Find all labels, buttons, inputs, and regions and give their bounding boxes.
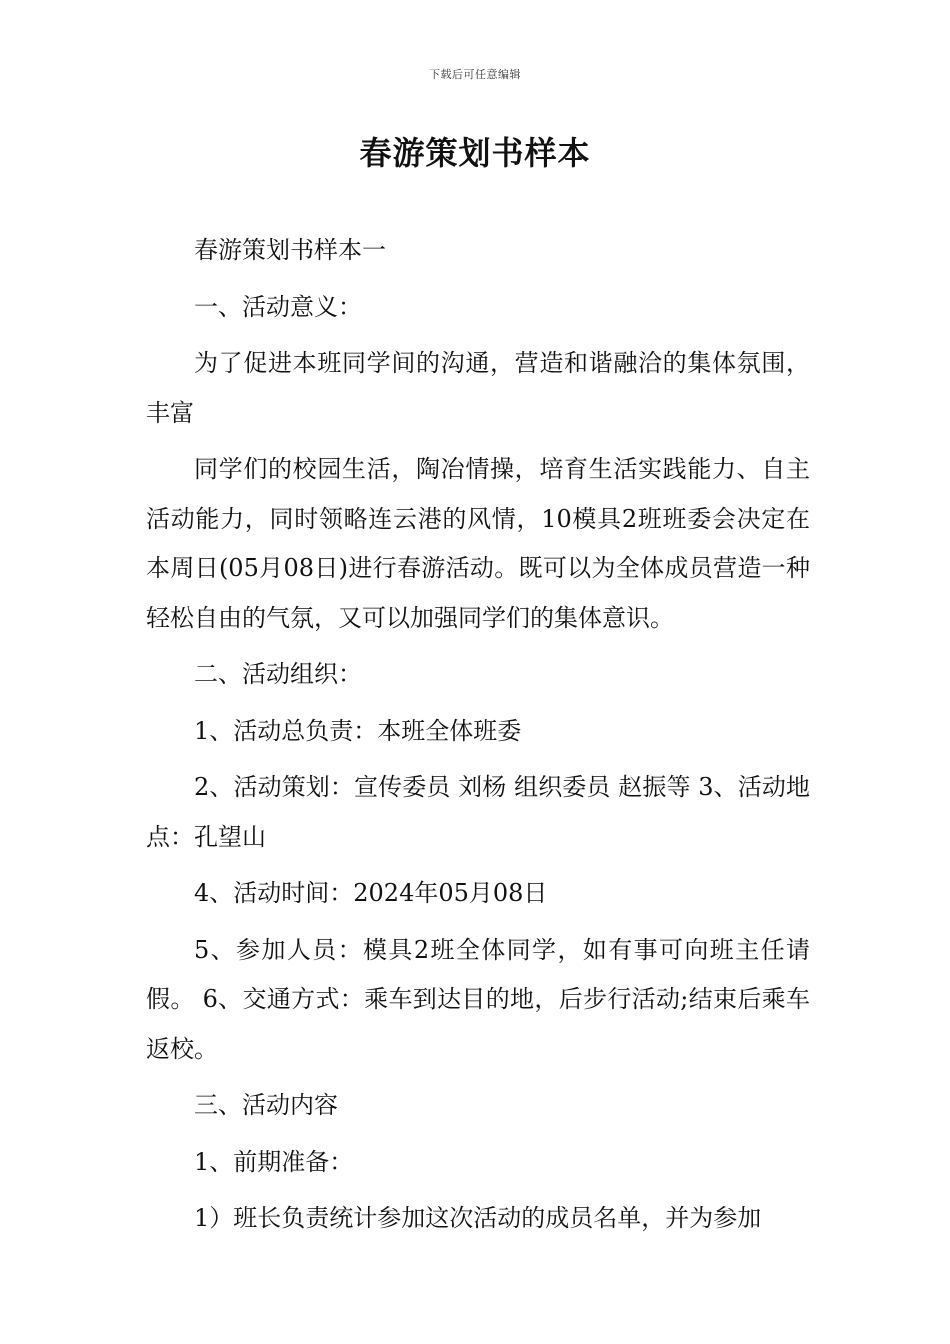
section-subtitle: 春游策划书样本一 xyxy=(194,236,386,264)
item-time: 4、活动时间：2024年05月08日 xyxy=(194,879,548,907)
heading-activity-content: 三、活动内容 xyxy=(194,1091,338,1119)
heading-activity-significance: 一、活动意义： xyxy=(194,292,362,321)
item-preparation-1: 1）班长负责统计参加这次活动的成员名单，并为参加 xyxy=(194,1204,762,1232)
item-preparation: 1、前期准备： xyxy=(194,1147,354,1176)
item-leader: 1、活动总负责：本班全体班委 xyxy=(194,716,522,745)
document-body xyxy=(146,226,810,1251)
heading-activity-organization: 二、活动组织： xyxy=(194,660,362,688)
paragraph-purpose-detail: 同学们的校园生活，陶冶情操，培育生活实践能力、自主活动能力，同时领略连云港的风情，10模具2班班委会决定在本周日(05月08日)进行春游活动。既可以为全体成员营造一种轻松自由的气氛，又可以加强同学们的集体意识。 xyxy=(146,455,810,632)
document-title: 春游策划书样本 xyxy=(359,134,591,172)
header-note: 下载后可任意编辑 xyxy=(429,68,521,81)
item-planning-location: 2、活动策划：宣传委员 刘杨 组织委员 赵振等 3、活动地点：孔望山 xyxy=(146,773,810,851)
item-participants-transport: 5、参加人员：模具2班全体同学，如有事可向班主任请假。 6、交通方式：乘车到达目的地，后步行活动;结束后乘车返校。 xyxy=(146,935,810,1063)
paragraph-purpose: 为了促进本班同学间的沟通，营造和谐融洽的集体氛围，丰富 xyxy=(146,349,810,427)
